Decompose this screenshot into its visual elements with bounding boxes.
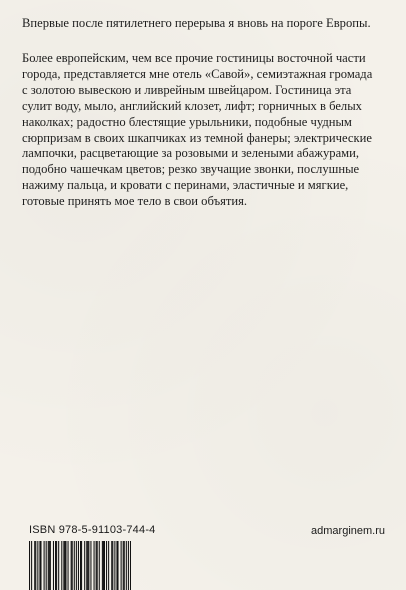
paragraph-line: сюрпризам в своих шкапчиках из темной фанеры; электрические [22, 130, 372, 145]
paragraph-line: готовые принять мое тело в свои объятия. [22, 194, 248, 209]
barcode-bar [49, 541, 50, 590]
barcode-bar [114, 541, 115, 590]
barcode-bar [104, 541, 105, 590]
main-paragraph [22, 51, 392, 210]
paragraph-line: лампочки, расцветающие за розовыми и зелеными абажурами, [22, 146, 360, 161]
barcode [29, 541, 131, 590]
barcode-bar [96, 541, 97, 590]
barcode-bar [63, 541, 64, 590]
barcode-bar [29, 541, 30, 590]
barcode-bar [71, 541, 72, 590]
paragraph-line: города, представляется мне отель «Савой», семиэтажная громада [22, 66, 373, 81]
barcode-bar [35, 541, 36, 590]
paragraph-line: нажиму пальца, и кровати с перинами, эластичные и мягкие, [22, 178, 349, 193]
barcode-bar [102, 541, 103, 590]
barcode-bar [78, 541, 79, 590]
barcode-bar [68, 541, 69, 590]
barcode-bar [64, 541, 65, 590]
paragraph-line: сулит воду, мыло, английский клозет, лифт; горничных в белых [22, 98, 362, 113]
barcode-bar [86, 541, 87, 590]
barcode-bar [48, 541, 49, 590]
barcode-bar [40, 541, 41, 590]
barcode-bar [65, 541, 66, 590]
barcode-bar [112, 541, 113, 590]
barcode-bar [81, 541, 82, 590]
barcode-bar [111, 541, 112, 590]
barcode-bar [37, 541, 38, 590]
barcode-bar [58, 541, 59, 590]
barcode-bar [97, 541, 98, 590]
barcode-bar [94, 541, 95, 590]
barcode-bar [106, 541, 107, 590]
barcode-bar [103, 541, 104, 590]
barcode-bar [117, 541, 118, 590]
barcode-bar [31, 541, 32, 590]
barcode-bar [87, 541, 88, 590]
publisher-website: admarginem.ru [311, 525, 385, 537]
isbn-label: ISBN 978-5-91103-744-4 [29, 524, 156, 536]
barcode-bar [74, 541, 75, 590]
barcode-bar [80, 541, 81, 590]
barcode-bar [128, 541, 129, 590]
barcode-bar [44, 541, 45, 590]
paragraph-line: Более европейским, чем все прочие гостиницы восточной части [22, 51, 366, 65]
barcode-bar [99, 541, 100, 590]
barcode-bar [53, 541, 54, 590]
barcode-bar [123, 541, 124, 590]
barcode-bar [72, 541, 73, 590]
barcode-bar [84, 541, 85, 590]
barcode-bar [61, 541, 62, 590]
barcode-bar [108, 541, 109, 590]
paragraph-line: наколках; радостно блестящие урыльники, подобные чудным [22, 114, 352, 129]
barcode-bar [116, 541, 117, 590]
opening-paragraph: Впервые после пятилетнего перерыва я вновь на пороге Европы. [22, 16, 371, 30]
barcode-bar [88, 541, 89, 590]
barcode-bar [130, 541, 131, 590]
barcode-bar [39, 541, 40, 590]
barcode-bar [76, 541, 77, 590]
barcode-bar [126, 541, 127, 590]
barcode-bar [121, 541, 122, 590]
barcode-bar [56, 541, 57, 590]
barcode-bar [46, 541, 47, 590]
barcode-bar [55, 541, 56, 590]
barcode-bar [50, 541, 51, 590]
barcode-bar [34, 541, 35, 590]
barcode-bar [90, 541, 91, 590]
paragraph-line: с золотою вывескою и ливрейным швейцаром. Гостиница эта [22, 82, 352, 97]
paragraph-line: подобно чашечкам цветов; резко звучащие звонки, послушные [22, 162, 360, 177]
barcode-bar [124, 541, 125, 590]
